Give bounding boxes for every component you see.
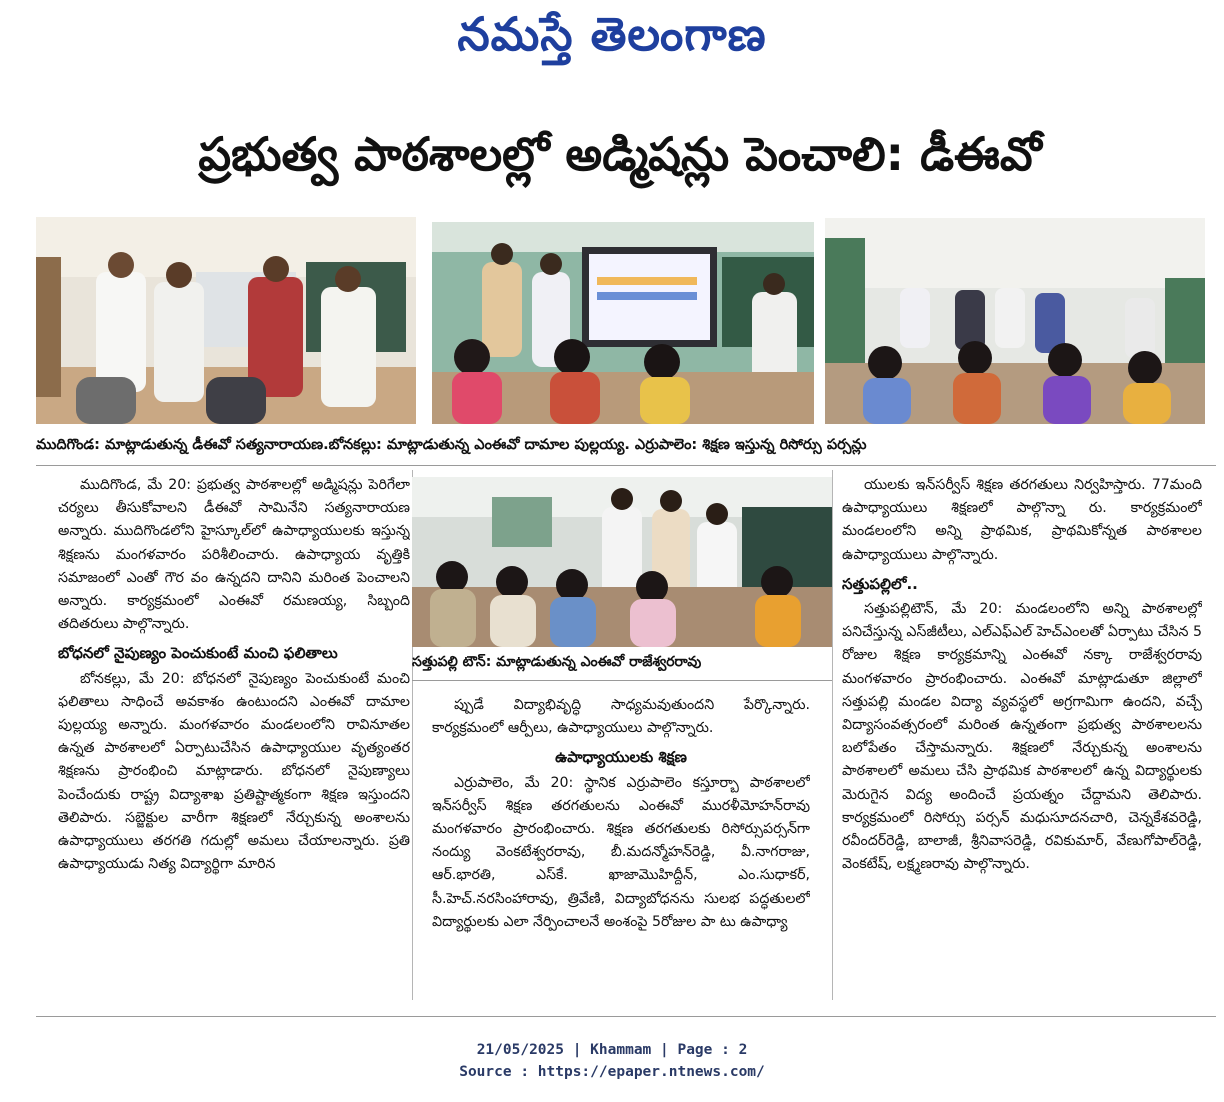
column-divider-2 [832, 470, 833, 1000]
photo-sattupalli [412, 477, 832, 647]
photo-caption-top: ముదిగొండ: మాట్లాడుతున్న డీఈవో సత్యనారాయణ.బోనకల్లు: మాట్లాడుతున్న ఎంఈవో దామాల పుల్లయ్య. ఎర్రుపాలెం: శిక్షణ ఇస్తున్న రిసోర్సు పర్సన్లు [36, 437, 867, 453]
photo-mudigonda [36, 217, 416, 424]
article-headline: ప్రభుత్వ పాఠశాలల్లో అడ్మిషన్లు పెంచాలి: డీఈవో [198, 127, 1042, 181]
subhead-bodhana: బోధనలో నైపుణ్యం పెంచుకుంటే మంచి ఫలితాలు [58, 644, 338, 663]
photo-errupalem [825, 218, 1205, 424]
newspaper-logo: నమస్తే తెలంగాణ [457, 7, 767, 61]
paragraph-bonakallu: బోనకల్లు, మే 20: బోధనలో నైపుణ్యం పెంచుకుంటే మంచి ఫలితాలు సాధించే అవకాశం ఉంటుందని ఎంఈవో దామాల పుల్లయ్య అన్నారు. మంగళవారం మండలంలోని రావినూతల ఉన్నత పాఠశాలలో ఏర్పాటుచేసిన ఉపాధ్యాయుల వృత్యంతర శిక్షణను ప్రారంభించి మాట్లాడారు. బోధనలో నైపుణ్యాలు పెంచేందుకు రాష్ట్ర విద్యాశాఖ ప్రతిష్టాత్మకంగా శిక్షణ ఇస్తుందని తెలిపారు. సబ్జెక్టుల వారీగా శిక్షణలో నేర్చుకున్న అంశాలను ఉపాధ్యాయులు తరగతి గదుల్లో అమలు చేయాలన్నారు. ప్రతి ఉపాధ్యాయుడు నిత్య విద్యార్థిగా మారిన [58, 670, 410, 873]
footer-date-page: 21/05/2025 | Khammam | Page : 2 [476, 1042, 748, 1058]
paragraph-errupalem-cont: యులకు ఇన్‌సర్వీస్ శిక్షణ తరగతులు నిర్వహిస్తారు. 77మంది ఉపాధ్యాయులు శిక్షణలో పాల్గొన్నా రు. కార్యక్రమంలో మండలంలోని అన్ని ప్రాథమిక, ప్రాథమికోన్నత పాఠశాలల ఉపాధ్యాయులు పాల్గొన్నారు. [842, 477, 1202, 563]
footer-source: Source : https://epaper.ntnews.com/ [459, 1064, 765, 1080]
article-column-2 [432, 694, 810, 1008]
photo-caption-mid: సత్తుపల్లి టౌన్: మాట్లాడుతున్న ఎంఈవో రాజేశ్వరరావు [412, 654, 702, 670]
paragraph-errupalem: ఎర్రుపాలెం, మే 20: స్థానిక ఎర్రుపాలెం కస్తూర్బా పాఠశాలలో ఇన్‌సర్వీస్ శిక్షణ తరగతులను ఎంఈవో మురళీమోహన్‌రావు మంగళవారం ప్రారంభించారు. శిక్షణ తరగతులకు రిసోర్సుపర్సన్‌గా నంద్యు వెంకటేశ్వరరావు, బీ.మదన్మోహన్‌రెడ్డి, వీ.నాగరాజు, ఆర్.భారతి, ఎస్‌కే. ఖాజామొహిద్దీన్, ఎం.సుధాకర్, సీ.హెచ్.నరసింహారావు, త్రివేణి, విద్యాబోధనను సులభ పద్ధతులలో విద్యార్థులకు ఎలా నేర్పించాలనే అంశంపై 5రోజుల పా టు ఉపాధ్యా [432, 774, 810, 930]
photo-bonakallu [432, 222, 814, 424]
paragraph-sattupalli: సత్తుపల్లిటౌన్, మే 20: మండలంలోని అన్ని పాఠశాలల్లో పనిచేస్తున్న ఎస్‌జీటీలు, ఎల్‌ఎఫ్‌ఎల్ హెచ్‌ఎంలతో ఏర్పాటు చేసిన 5 రోజుల శిక్షణ కార్యక్రమాన్ని ఎంఈవో నక్కా రాజేశ్వరరావు మంగళవారం ప్రారంభించారు. ఎంఈవో మాట్లాడుతూ జిల్లాలో సత్తుపల్లి మండల విద్యా వ్యవస్థలో అగ్రగామిగా ఉందని, వచ్చే విద్యాసంవత్సరంలో మరింత ఉన్నతంగా ప్రభుత్వ పాఠశాలలను బలోపేతం చేస్తామన్నారు. శిక్షణలో నేర్చుకున్న అంశాలను పాఠశాలలో అమలు చేసి ప్రాథమిక పాఠశాలలో ఉన్న విద్యార్థులకు మెరుగైన విద్య అందించే ప్రయత్నం చేద్దామని తెలిపారు. కార్యక్రమంలో రిసోర్సు పర్సన్ మధుసూదనచారి, చెన్నకేశవరెడ్డి, రవీందర్‌రెడ్డి, బాలాజీ, శ్రీనివాసరెడ్డి, రవికుమార్, వేణుగోపాల్‌రెడ్డి, వెంకటేష్, లక్ష్మణరావు పాల్గొన్నారు. [842, 601, 1202, 873]
subhead-upadhyayulu: ఉపాధ్యాయులకు శిక్షణ [555, 748, 687, 767]
divider-top [36, 465, 1216, 466]
divider-mid-caption [412, 680, 832, 681]
divider-bottom [36, 1016, 1216, 1017]
subhead-sattupalli: సత్తుపల్లిలో.. [842, 574, 918, 593]
paragraph-mudigonda: ముదిగొండ, మే 20: ప్రభుత్వ పాఠశాలల్లో అడ్మిషన్లు పెరిగేలా చర్యలు తీసుకోవాలని డీఈవో సామినేని సత్యనారాయణ అన్నారు. ముదిగొండలోని హైస్కూల్‌లో ఉపాధ్యాయులకు ఇస్తున్న శిక్షణను మంగళవారం పరిశీలించారు. ఉపాధ్యాయ వృత్తికి సమాజంలో ఎంతో గౌర వం ఉన్నదని దానిని మరింత పెంచాలని అన్నారు. కార్యక్రమంలో ఎంఈవో రమణయ్య, సిబ్బంది తదితరులు పాల్గొన్నారు. [58, 477, 410, 633]
paragraph-bonakallu-cont: ప్పుడే విద్యాభివృద్ధి సాధ్యమవుతుందని పేర్కొన్నారు. కార్యక్రమంలో ఆర్పీలు, ఉపాధ్యాయులు పాల్గొన్నారు. [432, 697, 810, 737]
article-column-3 [842, 474, 1202, 1008]
article-column-1 [58, 474, 410, 1008]
